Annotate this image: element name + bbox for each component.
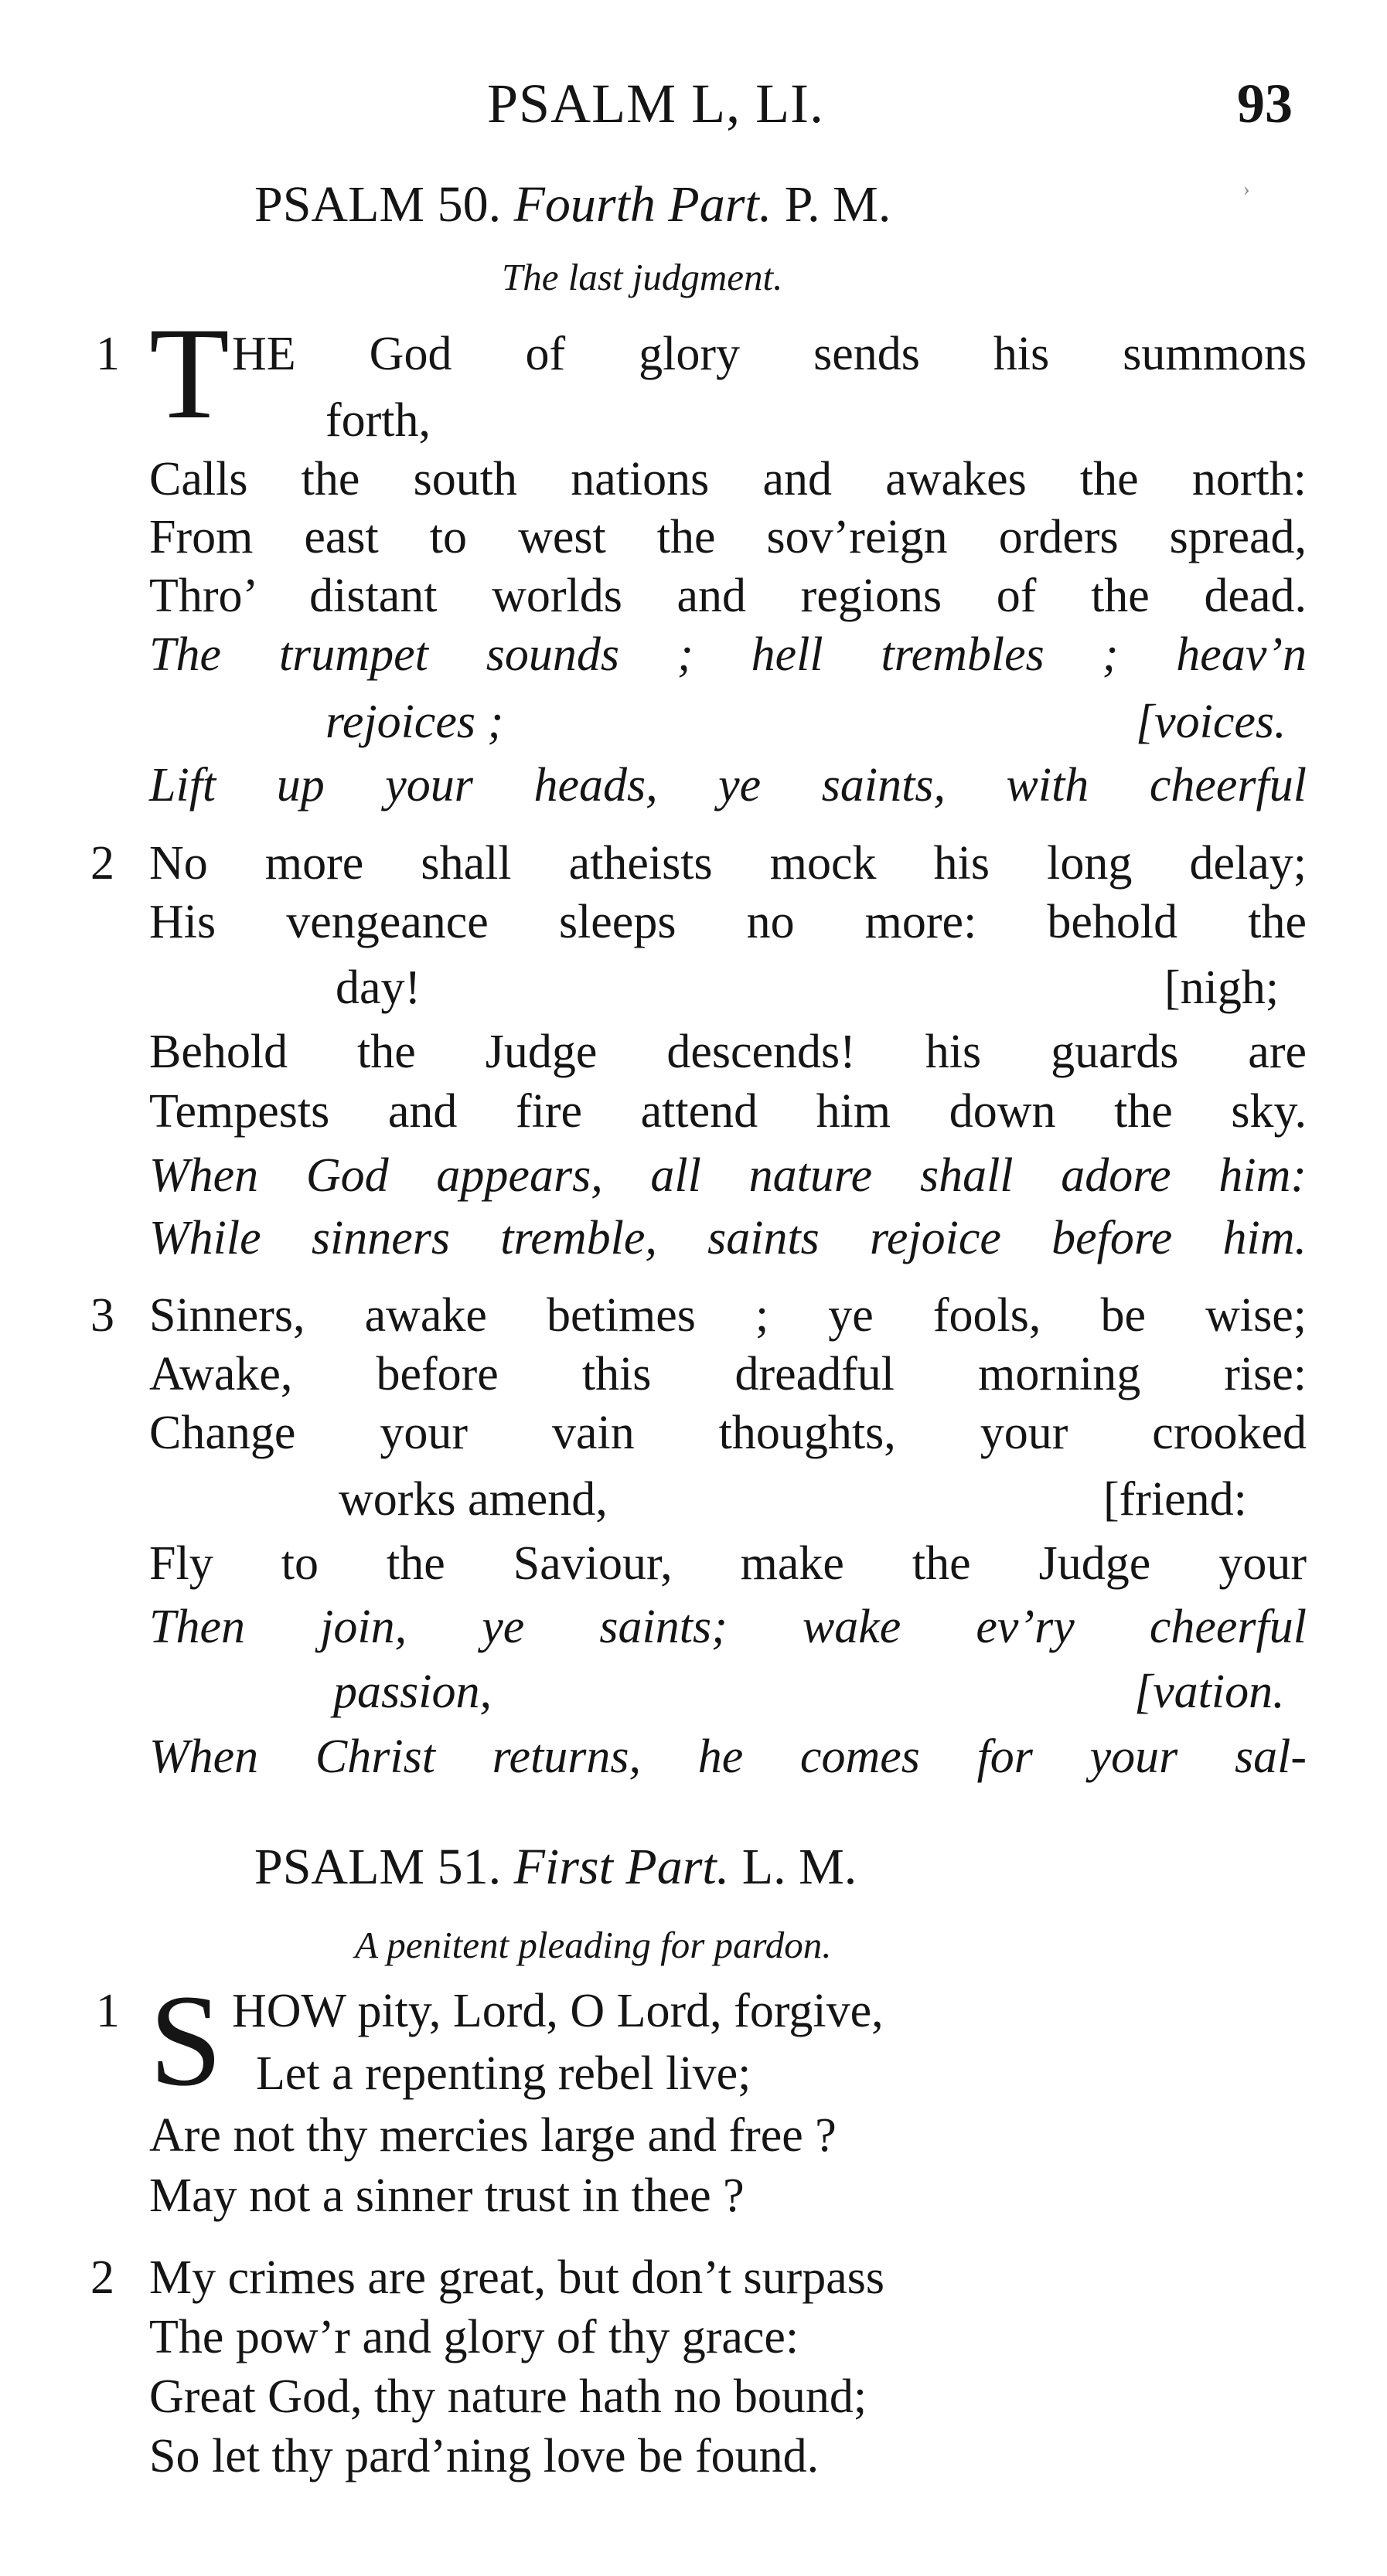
psalm50-verse-3-line-3: Change your vain thoughts, your crooked xyxy=(149,1407,1307,1459)
psalm50-verse-1-line-1: HE God of glory sends his summons xyxy=(232,328,1307,380)
psalm50-verse-3-line-4: works amend, xyxy=(339,1473,608,1526)
psalm50-subtitle: The last judgment. xyxy=(502,256,783,298)
psalm50-verse-2-number: 2 xyxy=(90,837,114,890)
psalm50-verse-1-number: 1 xyxy=(96,328,120,380)
psalm50-heading-part: Fourth Part. xyxy=(513,176,772,233)
psalm51-verse-2-number: 2 xyxy=(90,2251,114,2304)
psalm51-heading-meter: L. M. xyxy=(741,1839,857,1895)
psalm51-verse-1-number: 1 xyxy=(96,1985,120,2037)
psalm50-verse-2-line-7: When God appears, all nature shall adore him: xyxy=(149,1149,1307,1202)
running-header-title: PSALM L, LI. xyxy=(487,73,825,134)
psalm51-verse-1-dropcap: S xyxy=(149,1968,223,2113)
psalm50-verse-2-line-8: While sinners tremble, saints rejoice before him. xyxy=(149,1212,1307,1264)
psalm50-verse-3-line-6: Fly to the Saviour, make the Judge your xyxy=(149,1537,1307,1590)
psalm50-heading-prefix: PSALM 50. xyxy=(254,176,502,233)
psalm51-subtitle: A penitent pleading for pardon. xyxy=(355,1924,832,1966)
psalm50-verse-1-line-4: From east to west the sov’reign orders spread, xyxy=(149,511,1307,563)
psalm50-verse-2-line-1: No more shall atheists mock his long delay; xyxy=(149,837,1307,890)
psalm51-verse-2-line-4: So let thy pard’ning love be found. xyxy=(149,2430,820,2482)
psalm50-verse-3-line-5: [friend: xyxy=(1103,1473,1247,1526)
psalm50-heading xyxy=(254,176,891,233)
psalm51-verse-1-line-3: Are not thy mercies large and free ? xyxy=(149,2109,837,2162)
psalm50-verse-2-line-6: Tempests and fire attend him down the sky. xyxy=(149,1085,1307,1138)
psalm50-verse-3-line-10: When Christ returns, he comes for your sal- xyxy=(149,1730,1307,1783)
psalm50-verse-2-line-5: Behold the Judge descends! his guards are xyxy=(149,1026,1307,1078)
psalm51-heading xyxy=(254,1839,857,1895)
psalm50-verse-3-number: 3 xyxy=(90,1289,114,1342)
psalm51-verse-2-line-2: The pow’r and glory of thy grace: xyxy=(149,2311,799,2363)
psalm51-verse-2-line-3: Great God, thy nature hath no bound; xyxy=(149,2370,867,2423)
psalm50-verse-1-line-9: Lift up your heads, ye saints, with cheerful xyxy=(149,759,1307,812)
psalm50-verse-3-line-8: passion, xyxy=(333,1666,492,1718)
psalm50-verse-3-line-1: Sinners, awake betimes ; ye fools, be wise; xyxy=(149,1289,1307,1342)
psalm50-verse-1-line-8: [voices. xyxy=(1136,696,1286,748)
psalm51-heading-prefix: PSALM 51. xyxy=(254,1839,502,1895)
psalm50-verse-1-dropcap: T xyxy=(149,301,230,446)
psalm50-verse-3-line-9: [vation. xyxy=(1134,1666,1285,1718)
page-number: 93 xyxy=(1237,73,1293,134)
psalm50-verse-3-line-7: Then join, ye saints; wake ev’ry cheerful xyxy=(149,1601,1307,1653)
psalm50-verse-1-line-7: rejoices ; xyxy=(325,696,504,748)
psalm50-verse-2-line-2: His vengeance sleeps no more: behold the xyxy=(149,896,1307,948)
psalm50-verse-1-line-3: Calls the south nations and awakes the north: xyxy=(149,453,1307,505)
printing-mark: › xyxy=(1243,178,1250,200)
psalm50-heading-meter: P. M. xyxy=(784,176,891,233)
psalm51-verse-1-line-4: May not a sinner trust in thee ? xyxy=(149,2169,745,2222)
psalm50-verse-3-line-2: Awake, before this dreadful morning rise: xyxy=(149,1348,1307,1400)
psalm50-verse-1-line-2: forth, xyxy=(325,394,431,447)
psalm51-verse-2-line-1: My crimes are great, but don’t surpass xyxy=(149,2251,885,2304)
psalm51-heading-part: First Part. xyxy=(513,1839,730,1895)
psalm50-verse-1-line-5: Thro’ distant worlds and regions of the dead. xyxy=(149,570,1307,622)
psalm51-verse-1-line-2: Let a repenting rebel live; xyxy=(256,2047,751,2100)
psalm50-verse-2-line-3: day! xyxy=(336,961,421,1014)
psalm50-verse-1-line-6: The trumpet sounds ; hell trembles ; heav’n xyxy=(149,628,1307,681)
psalm51-verse-1-line-1: HOW pity, Lord, O Lord, forgive, xyxy=(232,1985,884,2037)
psalm50-verse-2-line-4: [nigh; xyxy=(1164,961,1280,1014)
